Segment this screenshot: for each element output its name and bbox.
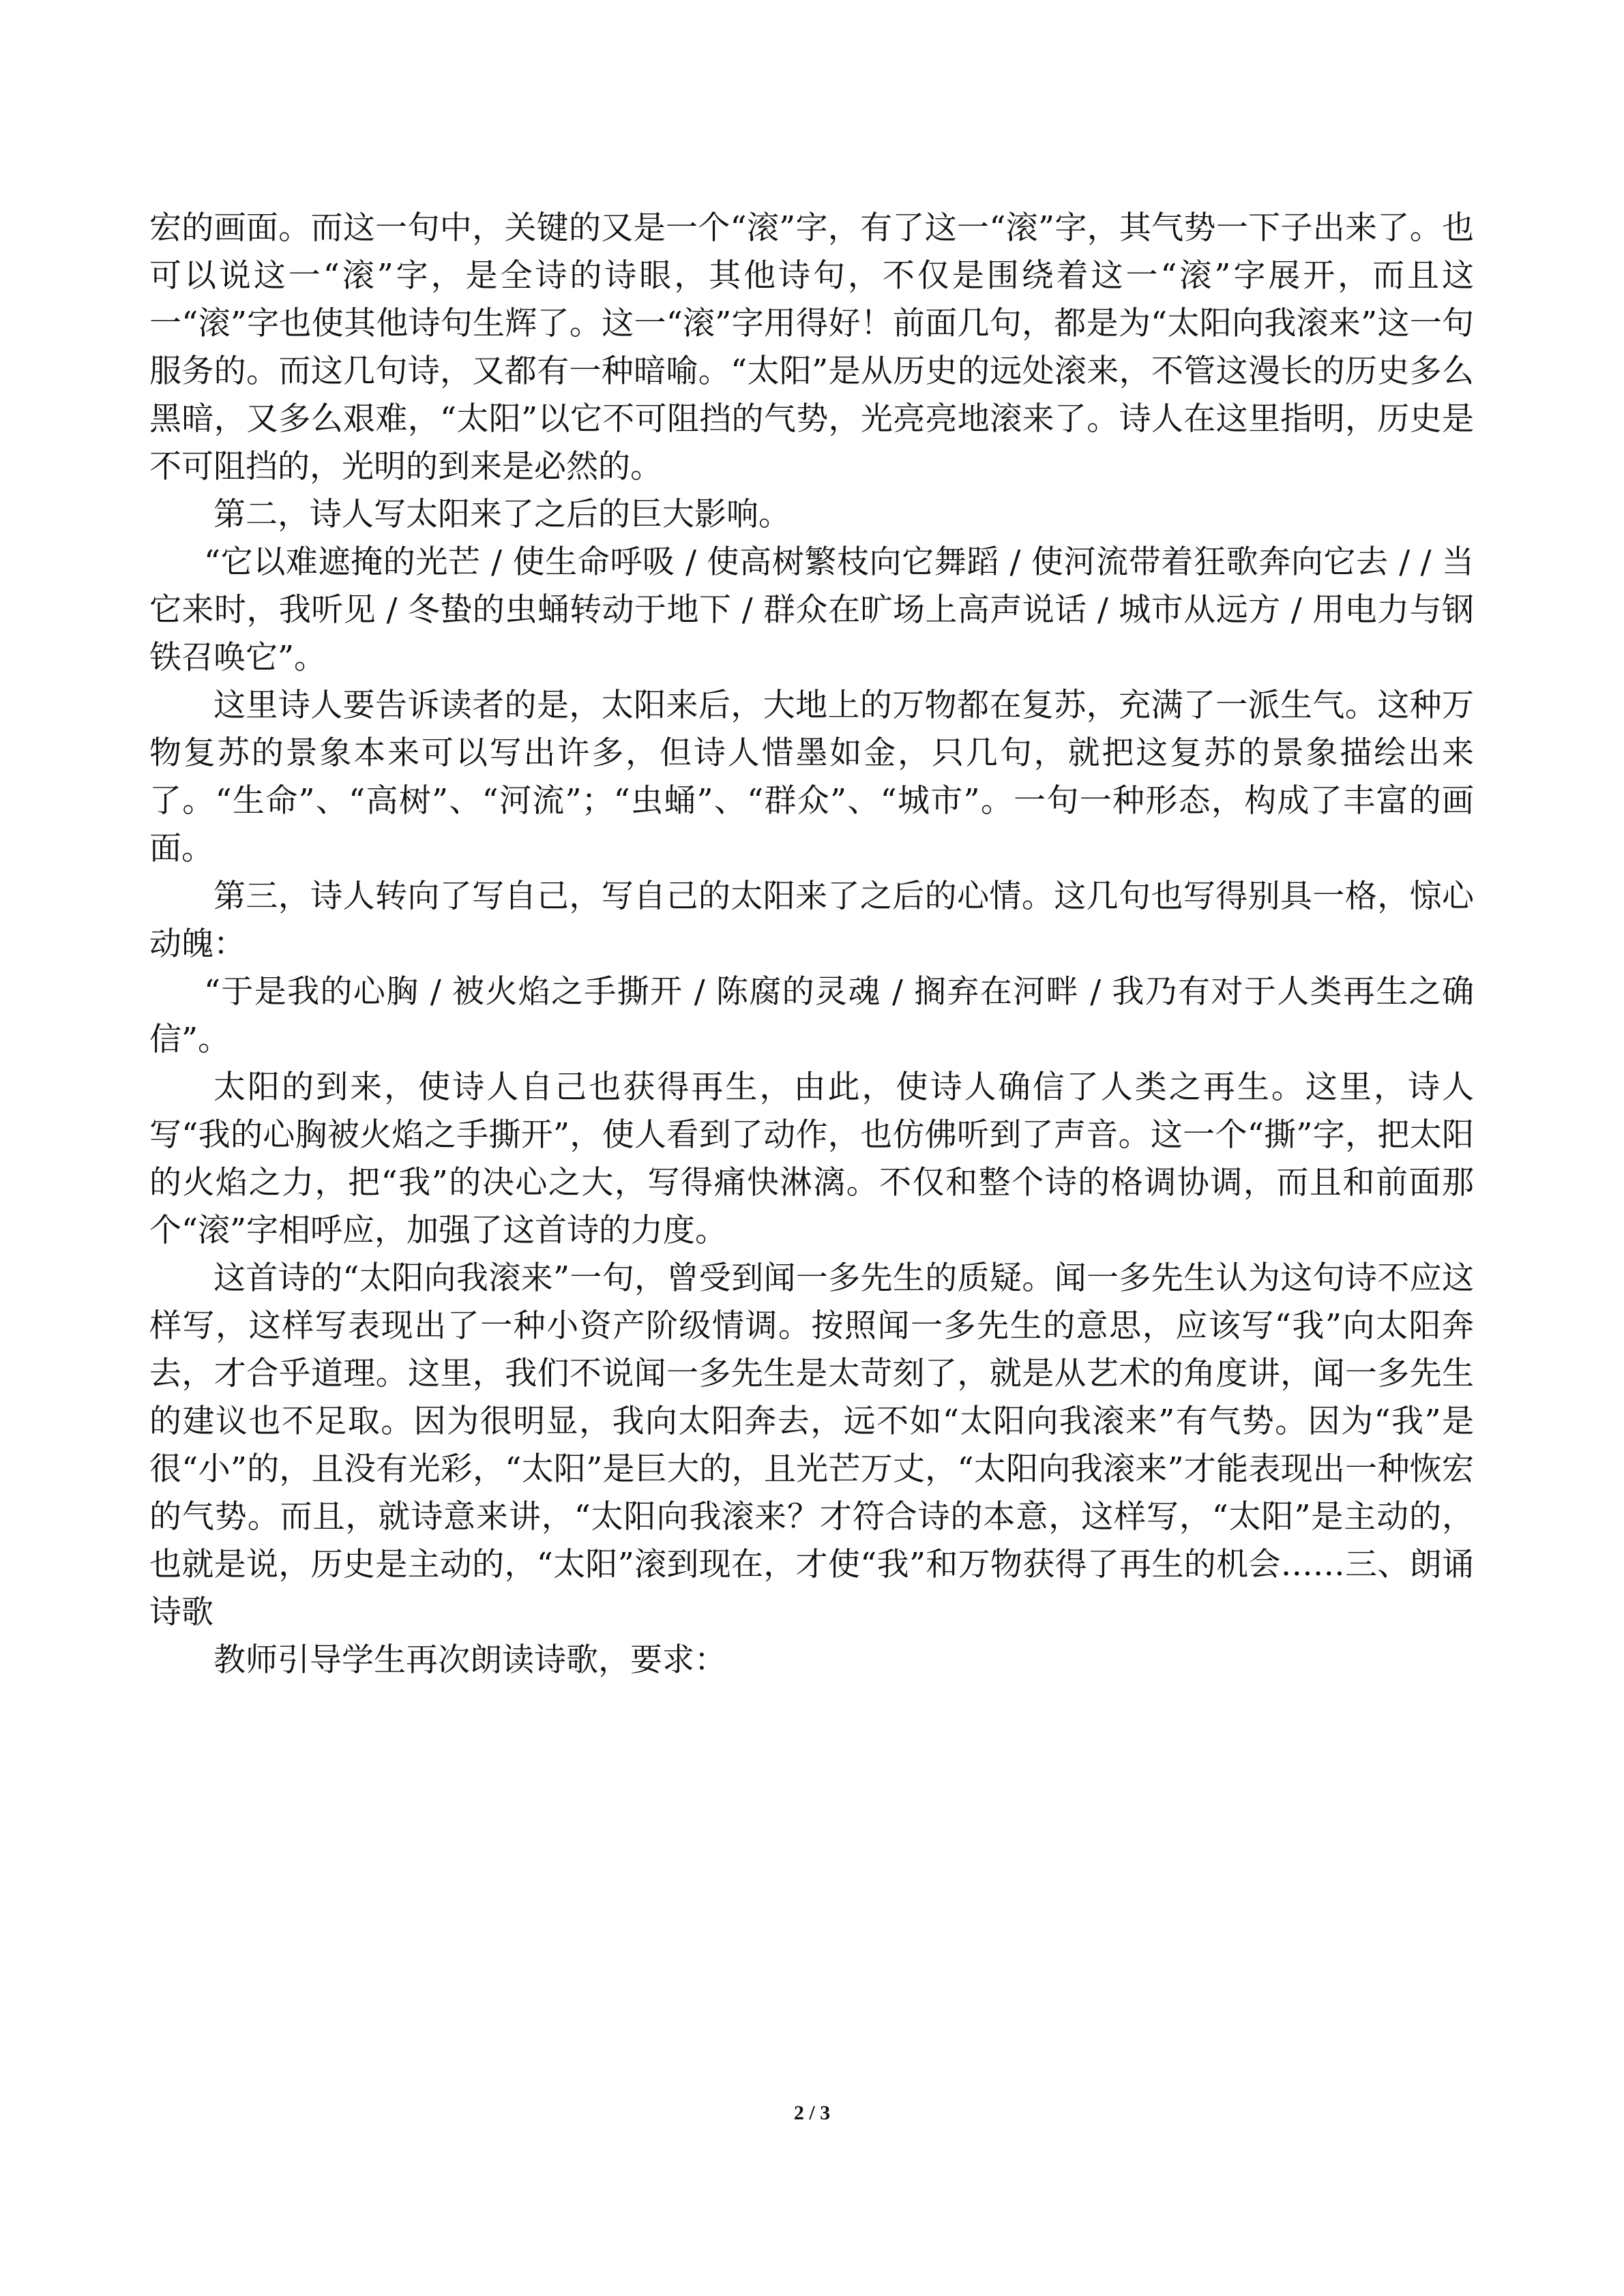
paragraph-1: 宏的画面。而这一句中，关键的又是一个“滚”字，有了这一“滚”字，其气势一下子出来了。也可以说这一“滚”字，是全诗的诗眼，其他诗句，不仅是围绕着这一“滚”字展开，而且这一“滚”字也使其他诗句生辉了。这一“滚”字用得好！前面几句，都是为“太阳向我滚来”这一句服务的。而这几句诗，又都有一种暗喻。“太阳”是从历史的远处滚来，不管这漫长的历史多么黑暗，又多么艰难，“太阳”以它不可阻挡的气势，光亮亮地滚来了。诗人在这里指明，历史是不可阻挡的，光明的到来是必然的。 bbox=[149, 209, 1474, 486]
paragraph-2: 第二，诗人写太阳来了之后的巨大影响。 bbox=[213, 496, 791, 533]
page-number: 2 / 3 bbox=[793, 2102, 831, 2124]
paragraph-7: 教师引导学生再次朗读诗歌，要求： bbox=[213, 1641, 726, 1679]
quote-2: “于是我的心胸 / 被火焰之手撕开 / 陈腐的灵魂 / 搁弃在河畔 / 我乃有对于人类再生之确信”。 bbox=[149, 973, 1474, 1058]
paragraph-4: 第三，诗人转向了写自己，写自己的太阳来了之后的心情。这几句也写得别具一格，惊心动魄： bbox=[149, 878, 1474, 963]
paragraph-6: 这首诗的“太阳向我滚来”一句，曾受到闻一多先生的质疑。闻一多先生认为这句诗不应这样写，这样写表现出了一种小资产阶级情调。按照闻一多先生的意思，应该写“我”向太阳奔去，才合乎道理。这里，我们不说闻一多先生是太苛刻了，就是从艺术的角度讲，闻一多先生的建议也不足取。因为很明显，我向太阳奔去，远不如“太阳向我滚来”有气势。因为“我”是很“小”的，且没有光彩，“太阳”是巨大的，且光芒万丈，“太阳向我滚来”才能表现出一种恢宏的气势。而且，就诗意来讲，“太阳向我滚来？才符合诗的本意，这样写，“太阳”是主动的，也就是说，历史是主动的，“太阳”滚到现在，才使“我”和万物获得了再生的机会……三、朗诵诗歌 bbox=[149, 1259, 1474, 1631]
quote-1: “它以难遮掩的光芒 / 使生命呼吸 / 使高树繁枝向它舞蹈 / 使河流带着狂歌奔向它去 / / 当它来时，我听见 / 冬蛰的虫蛹转动于地下 / 群众在旷场上高声说话 / 城市从远方 / 用电力与钢铁召唤它”。 bbox=[149, 543, 1474, 676]
paragraph-3: 这里诗人要告诉读者的是，太阳来后，大地上的万物都在复苏，充满了一派生气。这种万物复苏的景象本来可以写出许多，但诗人惜墨如金，只几句，就把这复苏的景象描绘出来了。“生命”、“高树”、“河流”；“虫蛹”、“群众”、“城市”。一句一种形态，构成了丰富的画面。 bbox=[149, 687, 1474, 867]
paragraph-5: 太阳的到来，使诗人自己也获得再生，由此，使诗人确信了人类之再生。这里，诗人写“我的心胸被火焰之手撕开”，使人看到了动作，也仿佛听到了声音。这一个“撕”字，把太阳的火焰之力，把“我”的决心之大，写得痛快淋漓。不仅和整个诗的格调协调，而且和前面那个“滚”字相呼应，加强了这首诗的力度。 bbox=[149, 1069, 1474, 1249]
document-body bbox=[149, 205, 1474, 1684]
